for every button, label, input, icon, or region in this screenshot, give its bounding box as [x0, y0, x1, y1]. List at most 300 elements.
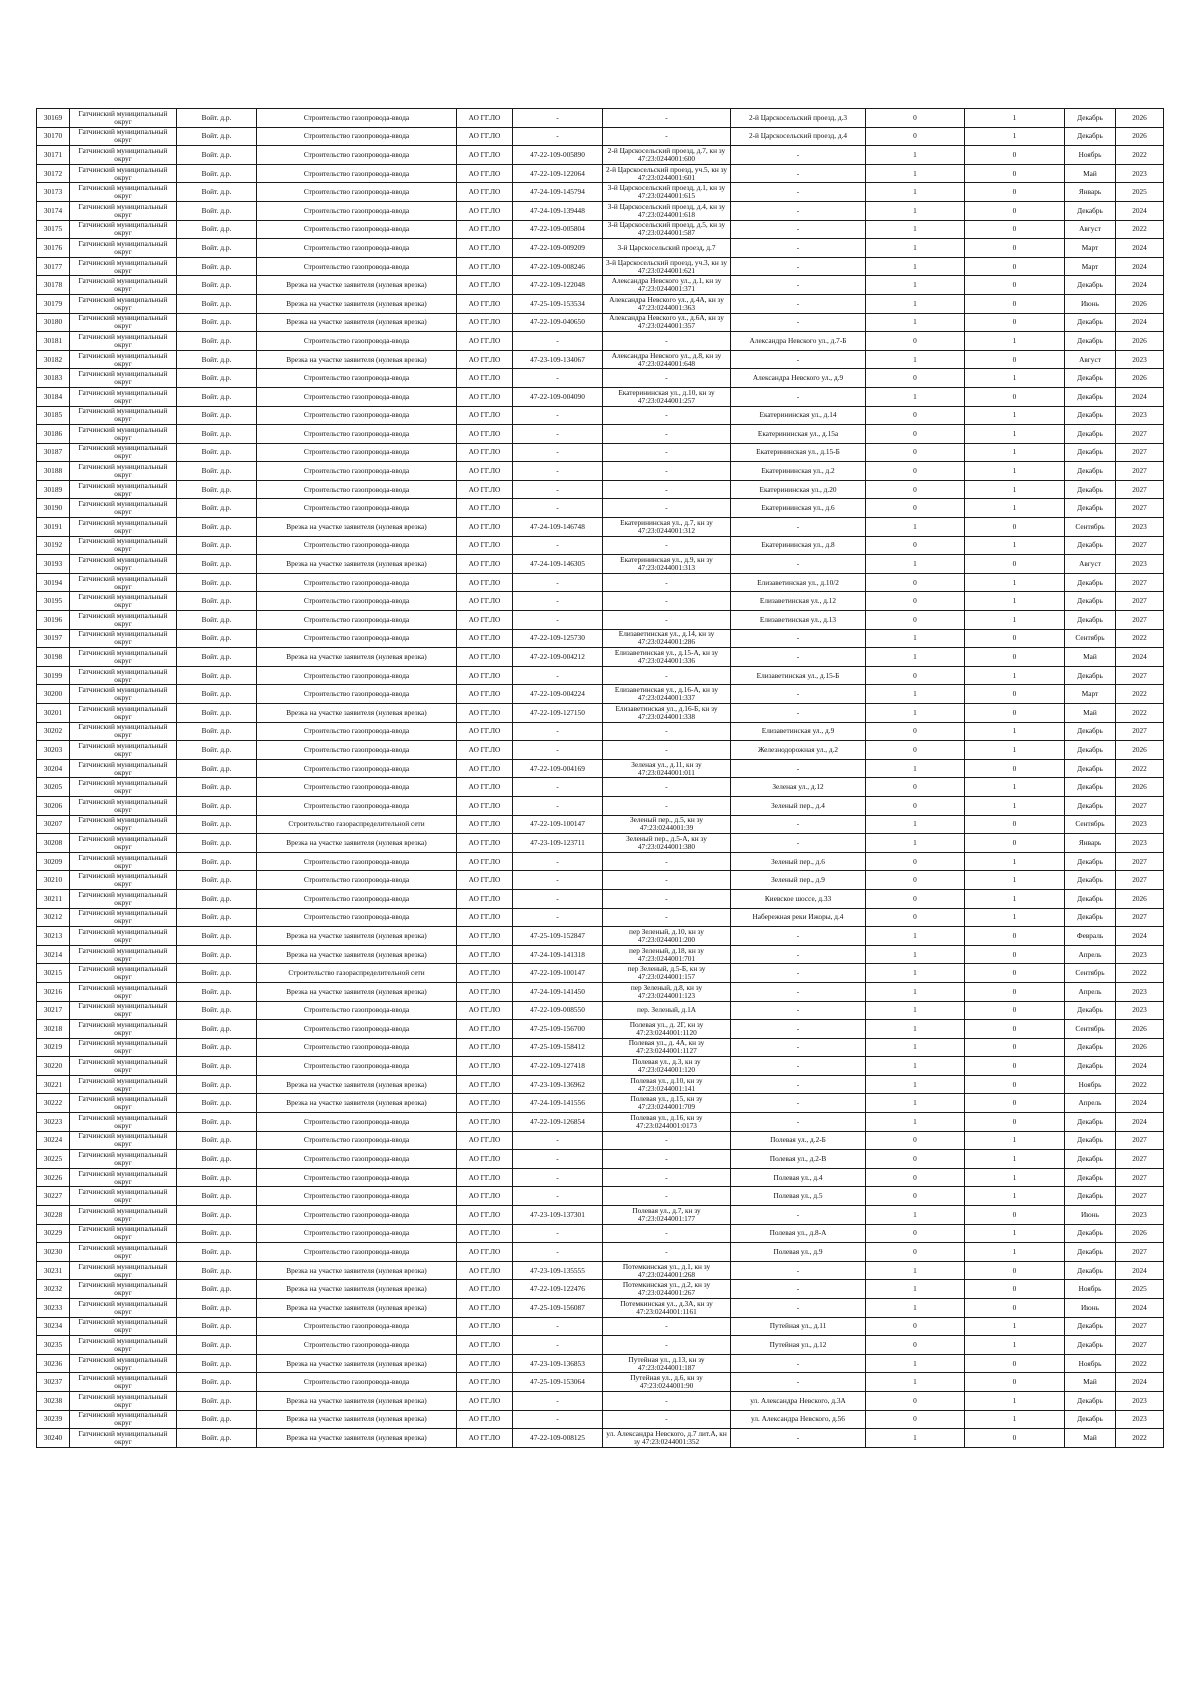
organization-cell: АО ГГ.ЛО [457, 220, 513, 239]
record-number-cell: 30210 [37, 871, 70, 890]
record-number-cell: 30231 [37, 1261, 70, 1280]
address-cell: - [731, 1206, 866, 1225]
year-cell: 2023 [1116, 1410, 1164, 1429]
count-a-cell: 1 [866, 1057, 965, 1076]
address-cell: - [731, 294, 866, 313]
cadastral-address-cell: - [603, 722, 731, 741]
district-cell: Гатчинский муниципальный округ [70, 592, 177, 611]
district-cell: Гатчинский муниципальный округ [70, 1373, 177, 1392]
count-a-cell: 1 [866, 201, 965, 220]
district-cell: Гатчинский муниципальный округ [70, 778, 177, 797]
year-cell: 2024 [1116, 1113, 1164, 1132]
address-cell: Елизаветинская ул., д.12 [731, 592, 866, 611]
record-number-cell: 30189 [37, 480, 70, 499]
settlement-cell: Войт. д.р. [177, 518, 257, 537]
table-row [37, 629, 1164, 648]
application-number-cell: 47-24-109-139448 [513, 201, 603, 220]
count-b-cell: 1 [965, 778, 1065, 797]
district-cell: Гатчинский муниципальный округ [70, 406, 177, 425]
count-b-cell: 1 [965, 871, 1065, 890]
month-cell: Декабрь [1065, 127, 1116, 146]
district-cell: Гатчинский муниципальный округ [70, 1001, 177, 1020]
application-number-cell: 47-23-109-137301 [513, 1206, 603, 1225]
record-number-cell: 30172 [37, 164, 70, 183]
year-cell: 2024 [1116, 276, 1164, 295]
district-cell: Гатчинский муниципальный округ [70, 313, 177, 332]
district-cell: Гатчинский муниципальный округ [70, 1336, 177, 1355]
table-row [37, 1020, 1164, 1039]
organization-cell: АО ГГ.ЛО [457, 927, 513, 946]
count-b-cell: 0 [965, 1113, 1065, 1132]
cadastral-address-cell: Александра Невского ул., д.6А, кн зу 47:23:0244001:357 [603, 313, 731, 332]
record-number-cell: 30182 [37, 350, 70, 369]
address-cell: ул. Александра Невского, д.3А [731, 1391, 866, 1410]
work-type-cell: Строительство газопровода-ввода [257, 611, 457, 630]
settlement-cell: Войт. д.р. [177, 1354, 257, 1373]
organization-cell: АО ГГ.ЛО [457, 257, 513, 276]
table-row [37, 499, 1164, 518]
year-cell: 2027 [1116, 443, 1164, 462]
month-cell: Декабрь [1065, 1168, 1116, 1187]
year-cell: 2023 [1116, 945, 1164, 964]
month-cell: Апрель [1065, 945, 1116, 964]
work-type-cell: Строительство газопровода-ввода [257, 480, 457, 499]
address-cell: Екатерининская ул., д.2 [731, 462, 866, 481]
table-row [37, 908, 1164, 927]
organization-cell: АО ГГ.ЛО [457, 443, 513, 462]
organization-cell: АО ГГ.ЛО [457, 1373, 513, 1392]
application-number-cell: 47-22-109-005890 [513, 146, 603, 165]
work-type-cell: Строительство газопровода-ввода [257, 239, 457, 258]
organization-cell: АО ГГ.ЛО [457, 555, 513, 574]
cadastral-address-cell: - [603, 1150, 731, 1169]
application-number-cell: 47-23-109-123711 [513, 834, 603, 853]
year-cell: 2023 [1116, 1391, 1164, 1410]
address-cell: Полевая ул., д.5 [731, 1187, 866, 1206]
district-cell: Гатчинский муниципальный округ [70, 127, 177, 146]
table-row [37, 406, 1164, 425]
application-number-cell: 47-22-109-004212 [513, 648, 603, 667]
address-cell: - [731, 1075, 866, 1094]
count-b-cell: 1 [965, 109, 1065, 128]
month-cell: Декабрь [1065, 313, 1116, 332]
cadastral-address-cell: Полевая ул., д.3, кн зу 47:23:0244001:120 [603, 1057, 731, 1076]
count-b-cell: 0 [965, 276, 1065, 295]
cadastral-address-cell: 3-й Царскосельский проезд, уч.3, кн зу 47:23:0244001:621 [603, 257, 731, 276]
count-a-cell: 0 [866, 369, 965, 388]
settlement-cell: Войт. д.р. [177, 1317, 257, 1336]
work-type-cell: Строительство газопровода-ввода [257, 1150, 457, 1169]
address-cell: - [731, 629, 866, 648]
year-cell: 2024 [1116, 257, 1164, 276]
cadastral-address-cell: 3-й Царскосельский проезд, д.7 [603, 239, 731, 258]
address-cell: Полевая ул., д.8-А [731, 1224, 866, 1243]
month-cell: Декабрь [1065, 201, 1116, 220]
table-row [37, 1410, 1164, 1429]
month-cell: Декабрь [1065, 1001, 1116, 1020]
count-a-cell: 0 [866, 1224, 965, 1243]
table-row [37, 257, 1164, 276]
month-cell: Декабрь [1065, 611, 1116, 630]
work-type-cell: Врезка на участке заявителя (нулевая врезка) [257, 555, 457, 574]
district-cell: Гатчинский муниципальный округ [70, 704, 177, 723]
month-cell: Июнь [1065, 1299, 1116, 1318]
district-cell: Гатчинский муниципальный округ [70, 1317, 177, 1336]
month-cell: Сентябрь [1065, 815, 1116, 834]
district-cell: Гатчинский муниципальный округ [70, 1280, 177, 1299]
year-cell: 2026 [1116, 294, 1164, 313]
table-row [37, 109, 1164, 128]
table-row [37, 239, 1164, 258]
district-cell: Гатчинский муниципальный округ [70, 294, 177, 313]
settlement-cell: Войт. д.р. [177, 1075, 257, 1094]
count-b-cell: 1 [965, 369, 1065, 388]
organization-cell: АО ГГ.ЛО [457, 1001, 513, 1020]
table-row [37, 685, 1164, 704]
year-cell: 2027 [1116, 536, 1164, 555]
organization-cell: АО ГГ.ЛО [457, 1261, 513, 1280]
record-number-cell: 30205 [37, 778, 70, 797]
district-cell: Гатчинский муниципальный округ [70, 1038, 177, 1057]
record-number-cell: 30183 [37, 369, 70, 388]
settlement-cell: Войт. д.р. [177, 555, 257, 574]
cadastral-address-cell: - [603, 1168, 731, 1187]
application-number-cell: 47-24-109-145794 [513, 183, 603, 202]
organization-cell: АО ГГ.ЛО [457, 1168, 513, 1187]
month-cell: Декабрь [1065, 1317, 1116, 1336]
settlement-cell: Войт. д.р. [177, 276, 257, 295]
work-type-cell: Строительство газопровода-ввода [257, 1243, 457, 1262]
work-type-cell: Врезка на участке заявителя (нулевая врезка) [257, 945, 457, 964]
district-cell: Гатчинский муниципальный округ [70, 462, 177, 481]
table-row [37, 146, 1164, 165]
count-a-cell: 0 [866, 908, 965, 927]
address-cell: - [731, 648, 866, 667]
organization-cell: АО ГГ.ЛО [457, 1038, 513, 1057]
settlement-cell: Войт. д.р. [177, 759, 257, 778]
work-type-cell: Строительство газопровода-ввода [257, 852, 457, 871]
settlement-cell: Войт. д.р. [177, 685, 257, 704]
district-cell: Гатчинский муниципальный округ [70, 834, 177, 853]
count-a-cell: 0 [866, 462, 965, 481]
work-type-cell: Строительство газопровода-ввода [257, 499, 457, 518]
address-cell: - [731, 1001, 866, 1020]
address-cell: - [731, 350, 866, 369]
address-cell: - [731, 313, 866, 332]
table-row [37, 276, 1164, 295]
record-number-cell: 30173 [37, 183, 70, 202]
organization-cell: АО ГГ.ЛО [457, 1224, 513, 1243]
cadastral-address-cell: - [603, 1243, 731, 1262]
count-b-cell: 1 [965, 1317, 1065, 1336]
work-type-cell: Строительство газопровода-ввода [257, 1057, 457, 1076]
address-cell: - [731, 146, 866, 165]
month-cell: Декабрь [1065, 1150, 1116, 1169]
settlement-cell: Войт. д.р. [177, 871, 257, 890]
district-cell: Гатчинский муниципальный округ [70, 183, 177, 202]
cadastral-address-cell: - [603, 741, 731, 760]
table-row [37, 889, 1164, 908]
address-cell: Зеленый пер., д.9 [731, 871, 866, 890]
count-a-cell: 0 [866, 573, 965, 592]
organization-cell: АО ГГ.ЛО [457, 629, 513, 648]
application-number-cell: - [513, 462, 603, 481]
work-type-cell: Строительство газопровода-ввода [257, 666, 457, 685]
record-number-cell: 30220 [37, 1057, 70, 1076]
application-number-cell: 47-22-109-004169 [513, 759, 603, 778]
table-row [37, 592, 1164, 611]
settlement-cell: Войт. д.р. [177, 1113, 257, 1132]
month-cell: Январь [1065, 183, 1116, 202]
count-a-cell: 0 [866, 1317, 965, 1336]
district-cell: Гатчинский муниципальный округ [70, 648, 177, 667]
count-a-cell: 1 [866, 834, 965, 853]
month-cell: Декабрь [1065, 276, 1116, 295]
count-b-cell: 1 [965, 796, 1065, 815]
month-cell: Ноябрь [1065, 1354, 1116, 1373]
address-cell: - [731, 183, 866, 202]
settlement-cell: Войт. д.р. [177, 1131, 257, 1150]
record-number-cell: 30230 [37, 1243, 70, 1262]
year-cell: 2022 [1116, 759, 1164, 778]
address-cell: - [731, 1280, 866, 1299]
count-a-cell: 1 [866, 704, 965, 723]
record-number-cell: 30203 [37, 741, 70, 760]
address-cell: Елизаветинская ул., д.15-Б [731, 666, 866, 685]
count-a-cell: 0 [866, 1410, 965, 1429]
count-a-cell: 1 [866, 1206, 965, 1225]
record-number-cell: 30200 [37, 685, 70, 704]
address-cell: ул. Александра Невского, д.56 [731, 1410, 866, 1429]
count-b-cell: 0 [965, 1280, 1065, 1299]
work-type-cell: Строительство газопровода-ввода [257, 592, 457, 611]
table-row [37, 1429, 1164, 1448]
count-b-cell: 0 [965, 927, 1065, 946]
address-cell: Путейная ул., д.11 [731, 1317, 866, 1336]
count-a-cell: 0 [866, 499, 965, 518]
cadastral-address-cell: - [603, 908, 731, 927]
application-number-cell: - [513, 1391, 603, 1410]
month-cell: Декабрь [1065, 425, 1116, 444]
year-cell: 2025 [1116, 183, 1164, 202]
settlement-cell: Войт. д.р. [177, 443, 257, 462]
organization-cell: АО ГГ.ЛО [457, 1206, 513, 1225]
district-cell: Гатчинский муниципальный округ [70, 1261, 177, 1280]
month-cell: Декабрь [1065, 387, 1116, 406]
district-cell: Гатчинский муниципальный округ [70, 871, 177, 890]
year-cell: 2022 [1116, 1075, 1164, 1094]
count-a-cell: 1 [866, 964, 965, 983]
work-type-cell: Строительство газопровода-ввода [257, 406, 457, 425]
table-row [37, 480, 1164, 499]
month-cell: Декабрь [1065, 852, 1116, 871]
cadastral-address-cell: Зеленая ул., д.11, кн зу 47:23:0244001:011 [603, 759, 731, 778]
table-row [37, 1224, 1164, 1243]
settlement-cell: Войт. д.р. [177, 1224, 257, 1243]
cadastral-address-cell: 2-й Царскосельский проезд, уч.5, кн зу 47:23:0244001:601 [603, 164, 731, 183]
year-cell: 2027 [1116, 425, 1164, 444]
application-number-cell: - [513, 1336, 603, 1355]
count-b-cell: 1 [965, 406, 1065, 425]
work-type-cell: Строительство газопровода-ввода [257, 741, 457, 760]
cadastral-address-cell: Елизаветинская ул., д.14, кн зу 47:23:0244001:286 [603, 629, 731, 648]
district-cell: Гатчинский муниципальный округ [70, 425, 177, 444]
district-cell: Гатчинский муниципальный округ [70, 1168, 177, 1187]
cadastral-address-cell: - [603, 573, 731, 592]
application-number-cell: 47-22-109-005804 [513, 220, 603, 239]
month-cell: Декабрь [1065, 796, 1116, 815]
table-row [37, 1057, 1164, 1076]
record-number-cell: 30212 [37, 908, 70, 927]
count-b-cell: 1 [965, 573, 1065, 592]
work-type-cell: Врезка на участке заявителя (нулевая врезка) [257, 704, 457, 723]
record-number-cell: 30229 [37, 1224, 70, 1243]
count-a-cell: 0 [866, 741, 965, 760]
count-a-cell: 1 [866, 1094, 965, 1113]
year-cell: 2026 [1116, 741, 1164, 760]
application-number-cell: - [513, 573, 603, 592]
year-cell: 2027 [1116, 1168, 1164, 1187]
year-cell: 2026 [1116, 1020, 1164, 1039]
cadastral-address-cell: пер Зеленый, д.5-Б, кн зу 47:23:0244001:157 [603, 964, 731, 983]
month-cell: Апрель [1065, 982, 1116, 1001]
settlement-cell: Войт. д.р. [177, 722, 257, 741]
count-a-cell: 1 [866, 945, 965, 964]
district-cell: Гатчинский муниципальный округ [70, 852, 177, 871]
table-row [37, 518, 1164, 537]
count-b-cell: 0 [965, 1261, 1065, 1280]
organization-cell: АО ГГ.ЛО [457, 573, 513, 592]
count-a-cell: 1 [866, 1429, 965, 1448]
settlement-cell: Войт. д.р. [177, 834, 257, 853]
table-row [37, 555, 1164, 574]
record-number-cell: 30215 [37, 964, 70, 983]
count-b-cell: 0 [965, 257, 1065, 276]
record-number-cell: 30219 [37, 1038, 70, 1057]
year-cell: 2022 [1116, 964, 1164, 983]
record-number-cell: 30204 [37, 759, 70, 778]
organization-cell: АО ГГ.ЛО [457, 480, 513, 499]
table-row [37, 387, 1164, 406]
application-number-cell: 47-22-109-100147 [513, 964, 603, 983]
district-cell: Гатчинский муниципальный округ [70, 1113, 177, 1132]
application-number-cell: 47-23-109-134067 [513, 350, 603, 369]
organization-cell: АО ГГ.ЛО [457, 1057, 513, 1076]
record-number-cell: 30232 [37, 1280, 70, 1299]
record-number-cell: 30190 [37, 499, 70, 518]
district-cell: Гатчинский муниципальный округ [70, 1187, 177, 1206]
address-cell: - [731, 1113, 866, 1132]
organization-cell: АО ГГ.ЛО [457, 350, 513, 369]
count-b-cell: 0 [965, 1057, 1065, 1076]
work-type-cell: Врезка на участке заявителя (нулевая врезка) [257, 648, 457, 667]
application-number-cell: - [513, 1150, 603, 1169]
district-cell: Гатчинский муниципальный округ [70, 536, 177, 555]
year-cell: 2023 [1116, 834, 1164, 853]
organization-cell: АО ГГ.ЛО [457, 239, 513, 258]
year-cell: 2027 [1116, 499, 1164, 518]
organization-cell: АО ГГ.ЛО [457, 1150, 513, 1169]
application-number-cell: 47-22-109-122064 [513, 164, 603, 183]
application-number-cell: 47-25-109-158412 [513, 1038, 603, 1057]
district-cell: Гатчинский муниципальный округ [70, 1224, 177, 1243]
district-cell: Гатчинский муниципальный округ [70, 1391, 177, 1410]
application-number-cell: 47-22-109-125730 [513, 629, 603, 648]
count-a-cell: 1 [866, 1354, 965, 1373]
district-cell: Гатчинский муниципальный округ [70, 1299, 177, 1318]
count-b-cell: 0 [965, 1094, 1065, 1113]
table-row [37, 1261, 1164, 1280]
application-number-cell: 47-22-109-127150 [513, 704, 603, 723]
application-number-cell: - [513, 499, 603, 518]
settlement-cell: Войт. д.р. [177, 387, 257, 406]
month-cell: Декабрь [1065, 592, 1116, 611]
record-number-cell: 30224 [37, 1131, 70, 1150]
settlement-cell: Войт. д.р. [177, 183, 257, 202]
district-cell: Гатчинский муниципальный округ [70, 889, 177, 908]
month-cell: Декабрь [1065, 1410, 1116, 1429]
application-number-cell: 47-22-109-122048 [513, 276, 603, 295]
address-cell: - [731, 1299, 866, 1318]
count-a-cell: 0 [866, 889, 965, 908]
table-row [37, 443, 1164, 462]
month-cell: Декабрь [1065, 759, 1116, 778]
month-cell: Декабрь [1065, 369, 1116, 388]
record-number-cell: 30236 [37, 1354, 70, 1373]
cadastral-address-cell: 3-й Царскосельский проезд, д.5, кн зу 47:23:0244001:587 [603, 220, 731, 239]
settlement-cell: Войт. д.р. [177, 127, 257, 146]
address-cell: Екатерининская ул., д.15а [731, 425, 866, 444]
count-b-cell: 1 [965, 1410, 1065, 1429]
application-number-cell: - [513, 1224, 603, 1243]
work-type-cell: Врезка на участке заявителя (нулевая врезка) [257, 1429, 457, 1448]
record-number-cell: 30239 [37, 1410, 70, 1429]
cadastral-address-cell: - [603, 536, 731, 555]
count-b-cell: 0 [965, 815, 1065, 834]
count-a-cell: 0 [866, 796, 965, 815]
district-cell: Гатчинский муниципальный округ [70, 1150, 177, 1169]
organization-cell: АО ГГ.ЛО [457, 982, 513, 1001]
work-type-cell: Строительство газопровода-ввода [257, 908, 457, 927]
count-a-cell: 0 [866, 852, 965, 871]
count-b-cell: 0 [965, 964, 1065, 983]
settlement-cell: Войт. д.р. [177, 1206, 257, 1225]
settlement-cell: Войт. д.р. [177, 666, 257, 685]
year-cell: 2024 [1116, 1261, 1164, 1280]
application-number-cell: 47-24-109-141318 [513, 945, 603, 964]
organization-cell: АО ГГ.ЛО [457, 889, 513, 908]
settlement-cell: Войт. д.р. [177, 1168, 257, 1187]
month-cell: Сентябрь [1065, 629, 1116, 648]
address-cell: 2-й Царскосельский проезд, д.3 [731, 109, 866, 128]
work-type-cell: Строительство газопровода-ввода [257, 425, 457, 444]
application-number-cell: - [513, 722, 603, 741]
work-type-cell: Строительство газопровода-ввода [257, 1187, 457, 1206]
organization-cell: АО ГГ.ЛО [457, 1354, 513, 1373]
district-cell: Гатчинский муниципальный округ [70, 276, 177, 295]
settlement-cell: Войт. д.р. [177, 573, 257, 592]
work-type-cell: Строительство газопровода-ввода [257, 183, 457, 202]
table-row [37, 741, 1164, 760]
settlement-cell: Войт. д.р. [177, 629, 257, 648]
settlement-cell: Войт. д.р. [177, 164, 257, 183]
application-number-cell: 47-23-109-136853 [513, 1354, 603, 1373]
address-cell: - [731, 276, 866, 295]
settlement-cell: Войт. д.р. [177, 201, 257, 220]
work-type-cell: Строительство газопровода-ввода [257, 1206, 457, 1225]
year-cell: 2027 [1116, 666, 1164, 685]
count-a-cell: 1 [866, 1280, 965, 1299]
